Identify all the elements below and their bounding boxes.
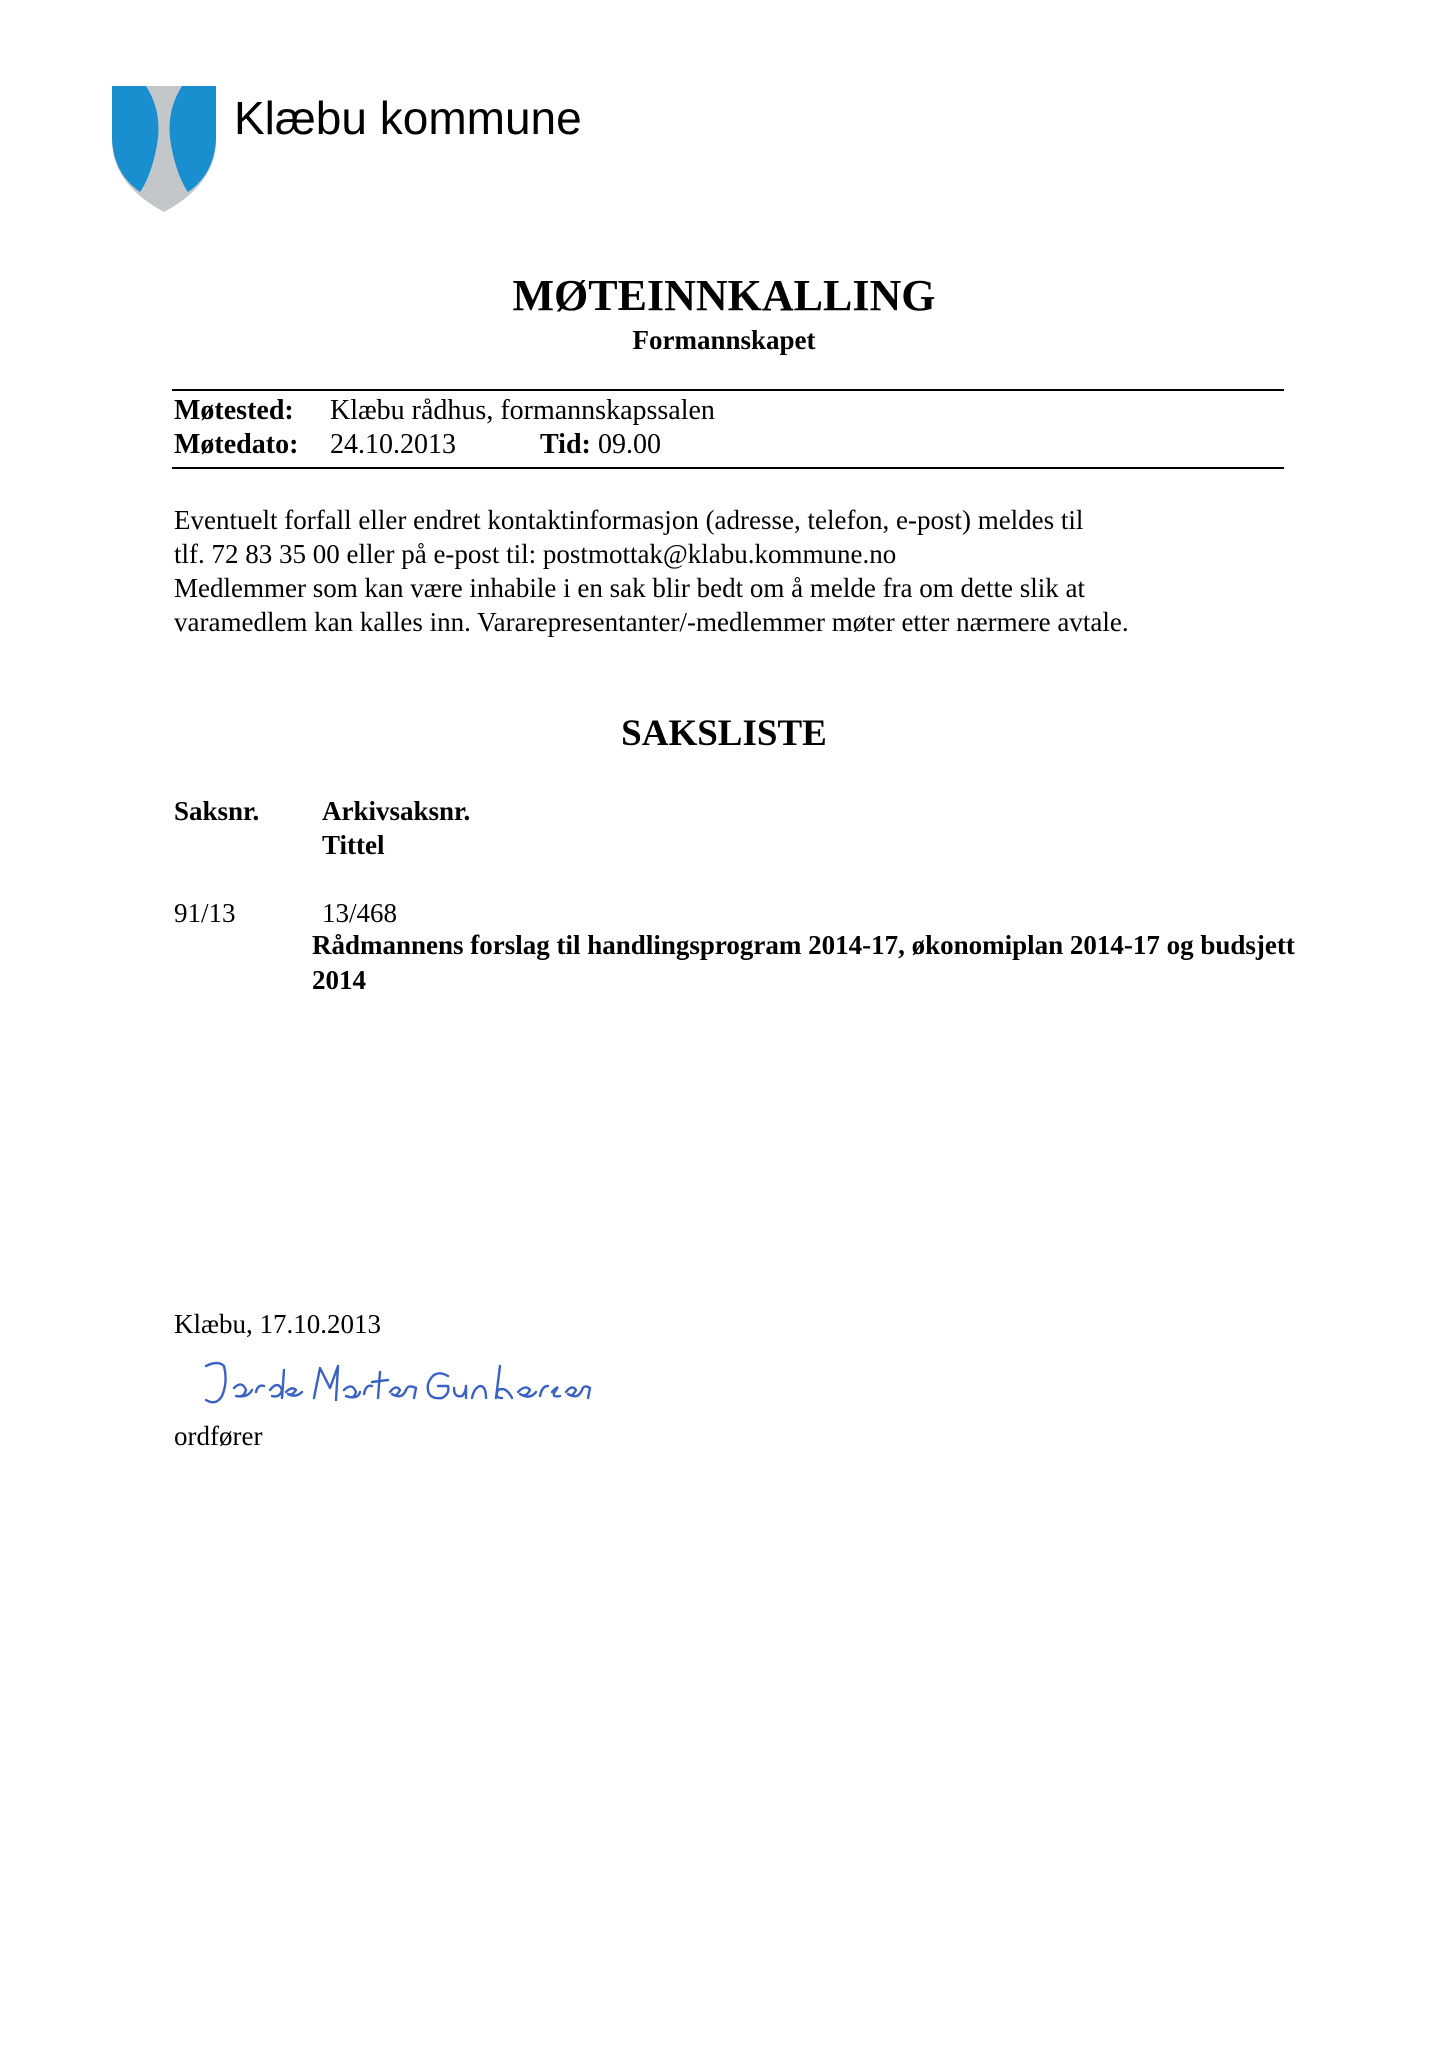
- notice-line: Medlemmer som kan være inhabile i en sak blir bedt om å melde fra om dette slik at: [174, 573, 1085, 603]
- meeting-time-value: 09.00: [598, 429, 661, 460]
- header-item-title: Tittel: [322, 830, 385, 860]
- document-subtitle: Formannskapet: [632, 325, 816, 355]
- agenda-title: SAKSLISTE: [621, 713, 827, 754]
- signer-role: ordfører: [174, 1421, 263, 1451]
- meeting-place-label: Møtested:: [174, 395, 294, 426]
- place-and-date: Klæbu, 17.10.2013: [174, 1309, 382, 1339]
- meeting-time-label: Tid:: [540, 429, 591, 460]
- header-archive-number: Arkivsaksnr.: [322, 796, 471, 826]
- org-name: Klæbu kommune: [234, 92, 582, 144]
- header-case-number: Saksnr.: [174, 796, 260, 826]
- agenda-item-title: Rådmannens forslag til handlingsprogram 2014-17, økonomiplan 2014-17 og budsjett 2014: [312, 930, 1295, 995]
- notice-paragraph: [174, 503, 1284, 639]
- municipal-shield-logo: [112, 86, 216, 212]
- meeting-place-value: Klæbu rådhus, formannskapssalen: [330, 395, 715, 426]
- notice-line: Eventuelt forfall eller endret kontaktinformasjon (adresse, telefon, e-post) meldes til: [174, 505, 1084, 535]
- handwritten-signature: [196, 1354, 596, 1418]
- agenda-item-archive-number: 13/468: [322, 898, 398, 928]
- meeting-info-box: [172, 389, 1284, 469]
- agenda-item-case-number: 91/13: [174, 898, 236, 928]
- meeting-date-value: 24.10.2013: [330, 429, 456, 460]
- notice-line: tlf. 72 83 35 00 eller på e-post til: postmottak@klabu.kommune.no: [174, 539, 897, 569]
- notice-line: varamedlem kan kalles inn. Vararepresentanter/-medlemmer møter etter nærmere avtale.: [174, 607, 1129, 637]
- document-title: MØTEINNKALLING: [512, 271, 936, 320]
- meeting-date-label: Møtedato:: [174, 429, 299, 460]
